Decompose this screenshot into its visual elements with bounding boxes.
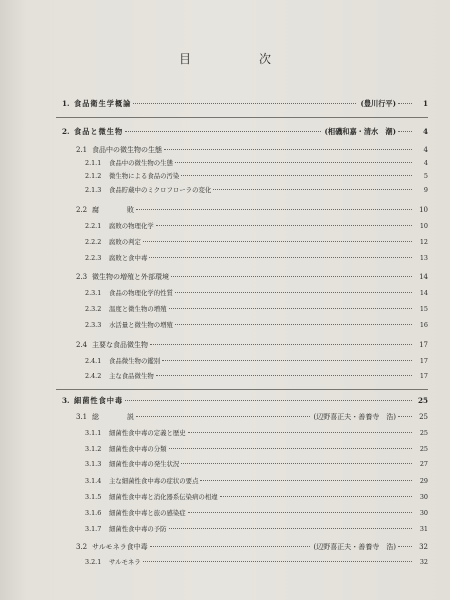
section-divider bbox=[56, 117, 428, 118]
toc-entry bbox=[85, 321, 428, 329]
toc-entry-page: 17 bbox=[419, 357, 428, 365]
toc-entry bbox=[62, 100, 428, 108]
toc-entry-number: 2.3.2 bbox=[85, 305, 102, 313]
toc-entry-title: 腐敗と食中毒 bbox=[109, 254, 148, 262]
toc-entry-page: 16 bbox=[419, 321, 428, 329]
toc-entry bbox=[85, 558, 428, 566]
toc-entry-title: 細菌性食中毒の予防 bbox=[109, 525, 167, 533]
toc-entry-number: 3. bbox=[62, 396, 70, 405]
toc-entry-page: 25 bbox=[419, 413, 428, 421]
toc-entry-title: 細菌性食中毒の発生状況 bbox=[109, 460, 180, 468]
dot-leader bbox=[398, 546, 412, 547]
toc-entry-page: 14 bbox=[419, 289, 428, 297]
dot-leader bbox=[171, 276, 412, 277]
dot-leader bbox=[125, 400, 412, 401]
toc-entry-page: 29 bbox=[419, 477, 428, 485]
toc-entry bbox=[85, 254, 428, 262]
dot-leader bbox=[162, 360, 412, 361]
toc-entry-title: 主な食品微生物 bbox=[109, 372, 154, 380]
toc-entry-number: 3.1.7 bbox=[85, 525, 102, 533]
toc-entry-number: 2.3.3 bbox=[85, 321, 102, 329]
dot-leader bbox=[398, 416, 412, 417]
toc-entry-page: 10 bbox=[419, 222, 428, 230]
toc-entry-title: 主な細菌性食中毒の症状の要点 bbox=[109, 477, 199, 485]
toc-entry-number: 2.2.2 bbox=[85, 238, 102, 246]
toc-entry bbox=[85, 509, 428, 517]
dot-leader bbox=[136, 416, 310, 417]
dot-leader bbox=[149, 257, 412, 258]
toc-entry-number: 3.1.2 bbox=[85, 445, 102, 453]
toc-entry bbox=[85, 289, 428, 297]
toc-entry-page: 4 bbox=[423, 159, 428, 167]
toc-entry bbox=[85, 186, 428, 194]
toc-entry-page: 32 bbox=[419, 543, 428, 551]
toc-entry-title: 腐 敗 bbox=[92, 206, 134, 214]
dot-leader bbox=[188, 432, 412, 433]
toc-entry-number: 3.1.5 bbox=[85, 493, 102, 501]
toc-entry bbox=[76, 206, 428, 214]
dot-leader bbox=[150, 344, 412, 345]
toc-entry-title: サルモネラ食中毒 bbox=[92, 543, 148, 551]
toc-entry bbox=[76, 341, 428, 349]
toc-entry-title: 水活量と微生物の増殖 bbox=[109, 321, 173, 329]
toc-entry-author: (辺野喜正夫・善養寺 浩) bbox=[313, 413, 396, 421]
dot-leader bbox=[213, 189, 412, 190]
toc-entry bbox=[85, 172, 428, 180]
toc-entry-number: 3.1.1 bbox=[85, 429, 102, 437]
dot-leader bbox=[169, 528, 412, 529]
toc-entry-page: 30 bbox=[419, 493, 428, 501]
dot-leader bbox=[125, 131, 320, 132]
toc-entry-title: 細菌性食中毒と旅の感染症 bbox=[109, 509, 186, 517]
toc-entry bbox=[76, 273, 428, 281]
toc-entry-page: 31 bbox=[419, 525, 428, 533]
toc-entry-page: 10 bbox=[419, 206, 428, 214]
toc-entry-title: 腐敗の判定 bbox=[109, 238, 141, 246]
toc-entry-title: 微生物による食品の汚染 bbox=[109, 172, 180, 180]
toc-entry-title: 食品中の微生物の生態 bbox=[109, 159, 173, 167]
toc-entry-title: 細菌性食中毒と消化器系伝染病の相違 bbox=[109, 493, 218, 501]
toc-entry-title: 総 説 bbox=[92, 413, 134, 421]
toc-entry bbox=[85, 372, 428, 380]
toc-entry-page: 12 bbox=[419, 238, 428, 246]
toc-entry-title: 腐敗の物理化学 bbox=[109, 222, 154, 230]
toc-entry bbox=[62, 128, 428, 136]
dot-leader bbox=[220, 496, 412, 497]
toc-entry bbox=[85, 238, 428, 246]
dot-leader bbox=[150, 546, 310, 547]
toc-entry bbox=[85, 222, 428, 230]
toc-entry-number: 2.4 bbox=[76, 341, 88, 349]
toc-entry bbox=[76, 413, 428, 421]
toc-entry-number: 2.3.1 bbox=[85, 289, 102, 297]
toc-entry-page: 13 bbox=[419, 254, 428, 262]
toc-entry-number: 3.1.4 bbox=[85, 477, 102, 485]
toc-entry bbox=[85, 525, 428, 533]
toc-entry-title: サルモネラ bbox=[109, 558, 141, 566]
toc-entry-page: 27 bbox=[419, 460, 428, 468]
toc-entry-title: 微生物の増殖と外部環境 bbox=[92, 273, 169, 281]
dot-leader bbox=[164, 149, 412, 150]
toc-entry-page: 9 bbox=[423, 186, 428, 194]
toc-entry-number: 2.1.1 bbox=[85, 159, 102, 167]
toc-entry-number: 3.2.1 bbox=[85, 558, 102, 566]
toc-entry-page: 25 bbox=[419, 445, 428, 453]
toc-entry-number: 2.1.3 bbox=[85, 186, 102, 194]
toc-entry-number: 2.2.3 bbox=[85, 254, 102, 262]
toc-entry bbox=[85, 493, 428, 501]
dot-leader bbox=[175, 292, 412, 293]
toc-entry-number: 2.2 bbox=[76, 206, 88, 214]
toc-entry-page: 32 bbox=[419, 558, 428, 566]
page-title: 目 次 bbox=[178, 52, 299, 66]
toc-entry-title: 食品中の微生物の生態 bbox=[92, 146, 162, 154]
dot-leader bbox=[169, 448, 412, 449]
toc-entry-page: 1 bbox=[422, 99, 428, 108]
dot-leader bbox=[200, 480, 412, 481]
toc-entry-title: 細菌性食中毒 bbox=[74, 396, 124, 405]
toc-entry-number: 3.1.6 bbox=[85, 509, 102, 517]
toc-entry-author: (辺野喜正夫・善養寺 浩) bbox=[313, 543, 396, 551]
toc-entry-number: 2.4.2 bbox=[85, 372, 102, 380]
toc-entry-number: 2.4.1 bbox=[85, 357, 102, 365]
toc-entry-page: 25 bbox=[419, 429, 428, 437]
dot-leader bbox=[181, 175, 412, 176]
toc-entry-page: 14 bbox=[419, 273, 428, 281]
toc-entry-page: 15 bbox=[419, 305, 428, 313]
dot-leader bbox=[143, 241, 412, 242]
toc-entry-title: 食品衛生学概論 bbox=[74, 99, 132, 108]
toc-entry-number: 2.1.2 bbox=[85, 172, 102, 180]
toc-entry bbox=[76, 543, 428, 551]
toc-entry bbox=[85, 445, 428, 453]
toc-entry bbox=[85, 305, 428, 313]
toc-entry-title: 温度と微生物の増殖 bbox=[109, 305, 167, 313]
toc-entry-number: 2.1 bbox=[76, 146, 88, 154]
toc-entry-page: 25 bbox=[417, 396, 428, 405]
toc-entry bbox=[85, 477, 428, 485]
toc-entry-author: (相磯和嘉・清水 潮) bbox=[324, 127, 396, 136]
toc-entry-author: (豊川行平) bbox=[360, 99, 396, 108]
section-divider bbox=[56, 389, 428, 390]
toc-entry-number: 3.1 bbox=[76, 413, 88, 421]
dot-leader bbox=[156, 225, 412, 226]
toc-entry-number: 2.2.1 bbox=[85, 222, 102, 230]
toc-entry bbox=[85, 357, 428, 365]
toc-entry-page: 30 bbox=[419, 509, 428, 517]
toc-entry-title: 食品微生物の鑑別 bbox=[109, 357, 161, 365]
dot-leader bbox=[133, 103, 356, 104]
dot-leader bbox=[156, 375, 412, 376]
dot-leader bbox=[188, 512, 412, 513]
dot-leader bbox=[181, 463, 412, 464]
toc-entry-number: 2. bbox=[62, 127, 70, 136]
toc-entry-number: 3.1.3 bbox=[85, 460, 102, 468]
dot-leader bbox=[143, 561, 412, 562]
dot-leader bbox=[398, 103, 412, 104]
dot-leader bbox=[175, 162, 412, 163]
toc-entry-number: 2.3 bbox=[76, 273, 88, 281]
toc-entry-page: 4 bbox=[422, 127, 428, 136]
dot-leader bbox=[136, 209, 412, 210]
toc-entry-title: 主要な食品微生物 bbox=[92, 341, 148, 349]
toc-entry-page: 5 bbox=[423, 172, 428, 180]
toc-entry-number: 1. bbox=[62, 99, 70, 108]
toc-entry-page: 17 bbox=[419, 372, 428, 380]
toc-entry bbox=[85, 460, 428, 468]
toc-entry-number: 3.2 bbox=[76, 543, 88, 551]
dot-leader bbox=[398, 131, 412, 132]
dot-leader bbox=[175, 324, 412, 325]
toc-entry bbox=[85, 429, 428, 437]
toc-entry-title: 細菌性食中毒の分類 bbox=[109, 445, 167, 453]
toc-entry bbox=[62, 397, 428, 405]
toc-entry-title: 食品の物理化学的性質 bbox=[109, 289, 173, 297]
dot-leader bbox=[169, 308, 412, 309]
toc-entry-title: 食品と微生物 bbox=[74, 127, 124, 136]
toc-entry-page: 4 bbox=[423, 146, 428, 154]
toc-entry-title: 細菌性食中毒の定義と歴史 bbox=[109, 429, 186, 437]
toc-entry-page: 17 bbox=[419, 341, 428, 349]
toc-entry-title: 食品貯蔵中のミクロフローラの変化 bbox=[109, 186, 212, 194]
toc-entry bbox=[85, 159, 428, 167]
toc-entry bbox=[76, 146, 428, 154]
